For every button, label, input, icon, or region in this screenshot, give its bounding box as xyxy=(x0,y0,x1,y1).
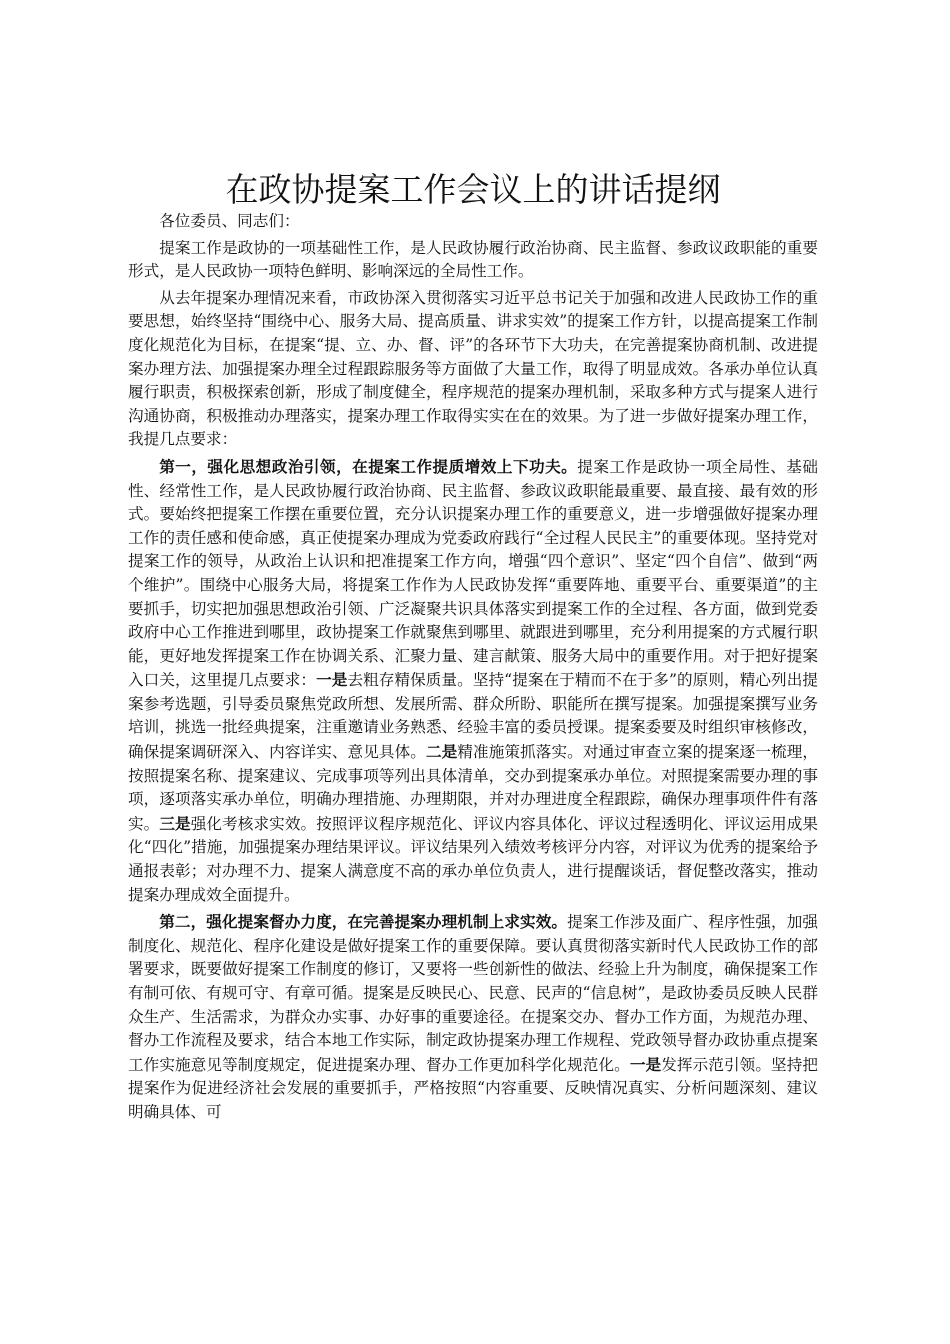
paragraph-second-requirement xyxy=(128,910,818,1124)
document-title: 在政协提案工作会议上的讲话提纲 xyxy=(225,170,721,209)
second-requirement-text: 提案工作涉及面广、程序性强，加强制度化、规范化、程序化建设是做好提案工作的重要保障。要认真贯彻落实新时代人民政协工作的部署要求，既要做好提案工作制度的修订，又要将一些创新性的做法、经验上升为制度，确保提案工作有制可依、有规可守、有章可循。提案是反映民心、民意、民声的“信息树”，是政协委员反映人民群众生产、生活需求，为群众办实事、办好事的重要途径。在提案交办、督办工作方面，为规范办理、督办工作流程及要求，结合本地工作实际，制定政协提案办理工作规程、党政领导督办政协重点提案工作实施意见等制度规定，促进提案办理、督办工作更加科学化规范化。 xyxy=(128,913,818,1074)
point-one-keyword: 一是 xyxy=(316,670,348,690)
point-two-text: 精准施策抓落实。对通过审查立案的提案逐一梳理，按照提案名称、提案建议、完成事项等列出具体清单，交办到提案承办单位。对照提案需要办理的事项，逐项落实承办单位，明确办理措施、办理期限，并对办理进度全程跟踪，确保办理事项件件有落实。 xyxy=(128,743,818,833)
point-three-text: 强化考核求实效。按照评议程序规范化、评议内容具体化、评议过程透明化、评议运用成果化“四化”措施，加强提案办理结果评议。评议结果列入绩效考核评分内容，对评议为优秀的提案给予通报表彰；对办理不力、提案人满意度不高的承办单位负责人，进行提醒谈话，督促整改落实，推动提案办理成效全面提升。 xyxy=(128,814,818,904)
point-three-keyword: 三是 xyxy=(159,813,191,833)
first-requirement-text: 提案工作是政协一项全局性、基础性、经常性工作，是人民政协履行政治协商、民主监督、参政议政职能最重要、最直接、最有效的形式。要始终把提案工作摆在重要位置，充分认识提案办理工作的重要意义，进一步增强做好提案办理工作的责任感和使命感，真正使提案办理成为党委政府践行“全过程人民民主”的重要体现。坚持党对提案工作的领导，从政治上认识和把准提案工作方向，增强“四个意识”、坚定“四个自信”、做到“两个维护”。围绕中心服务大局，将提案工作作为人民政协发挥“重要阵地、重要平台、重要渠道”的主要抓手，切实把加强思想政治引领、广泛凝聚共识具体落实到提案工作的全过程、各方面，做到党委政府中心工作推进到哪里，政协提案工作就聚焦到哪里、就跟进到哪里，充分利用提案的方式履行职能，更好地发挥提案工作在协调关系、汇聚力量、建言献策、服务大局中的重要作用。对于把好提案入口关，这里提几点要求： xyxy=(128,457,818,690)
salutation: 各位委员、同志们： xyxy=(159,212,300,230)
second-point-one-text: 发挥示范引领。坚持把提案作为促进经济社会发展的重要抓手，严格按照“内容重要、反映情况真实、分析问题深刻、建议明确具体、可 xyxy=(128,1055,818,1121)
document-body xyxy=(128,170,818,1125)
paragraph-intro: 提案工作是政协的一项基础性工作，是人民政协履行政治协商、民主监督、参政议政职能的重要形式，是人民政协一项特色鲜明、影响深远的全局性工作。 xyxy=(128,238,818,281)
paragraph-review: 从去年提案办理情况来看，市政协深入贯彻落实习近平总书记关于加强和改进人民政协工作的重要思想，始终坚持“围绕中心、服务大局、提高质量、讲求实效”的提案工作方针，以提高提案工作制度化规范化为目标，在提案“提、立、办、督、评”的各环节下大功夫，在完善提案协商机制、改进提案办理方法、加强提案办理全过程跟踪服务等方面做了大量工作，取得了明显成效。各承办单位认真履行职责，积极探索创新，形成了制度健全，程序规范的提案办理机制，采取多种方式与提案人进行沟通协商，积极推动办理落实，提案办理工作取得实实在在的效果。为了进一步做好提案办理工作，我提几点要求： xyxy=(128,288,818,449)
second-requirement-heading: 第二，强化提案督办力度，在完善提案办理机制上求实效。 xyxy=(159,912,568,932)
paragraph-first-requirement xyxy=(128,455,818,907)
first-requirement-heading: 第一，强化思想政治引领，在提案工作提质增效上下功夫。 xyxy=(159,456,578,476)
second-point-one-keyword: 一是 xyxy=(629,1054,662,1074)
point-two-keyword: 二是 xyxy=(425,742,458,762)
point-one-text: 去粗存精保质量。坚持“提案在于精而不在于多”的原则，精心列出提案参考选题，引导委员聚焦党政所想、发展所需、群众所盼、职能所在撰写提案。加强提案撰写业务培训，挑选一批经典提案，注重邀请业务熟悉、经验丰富的委员授课。提案委要及时组织审核修改，确保提案调研深入、内容详实、意见具体。 xyxy=(128,671,818,762)
